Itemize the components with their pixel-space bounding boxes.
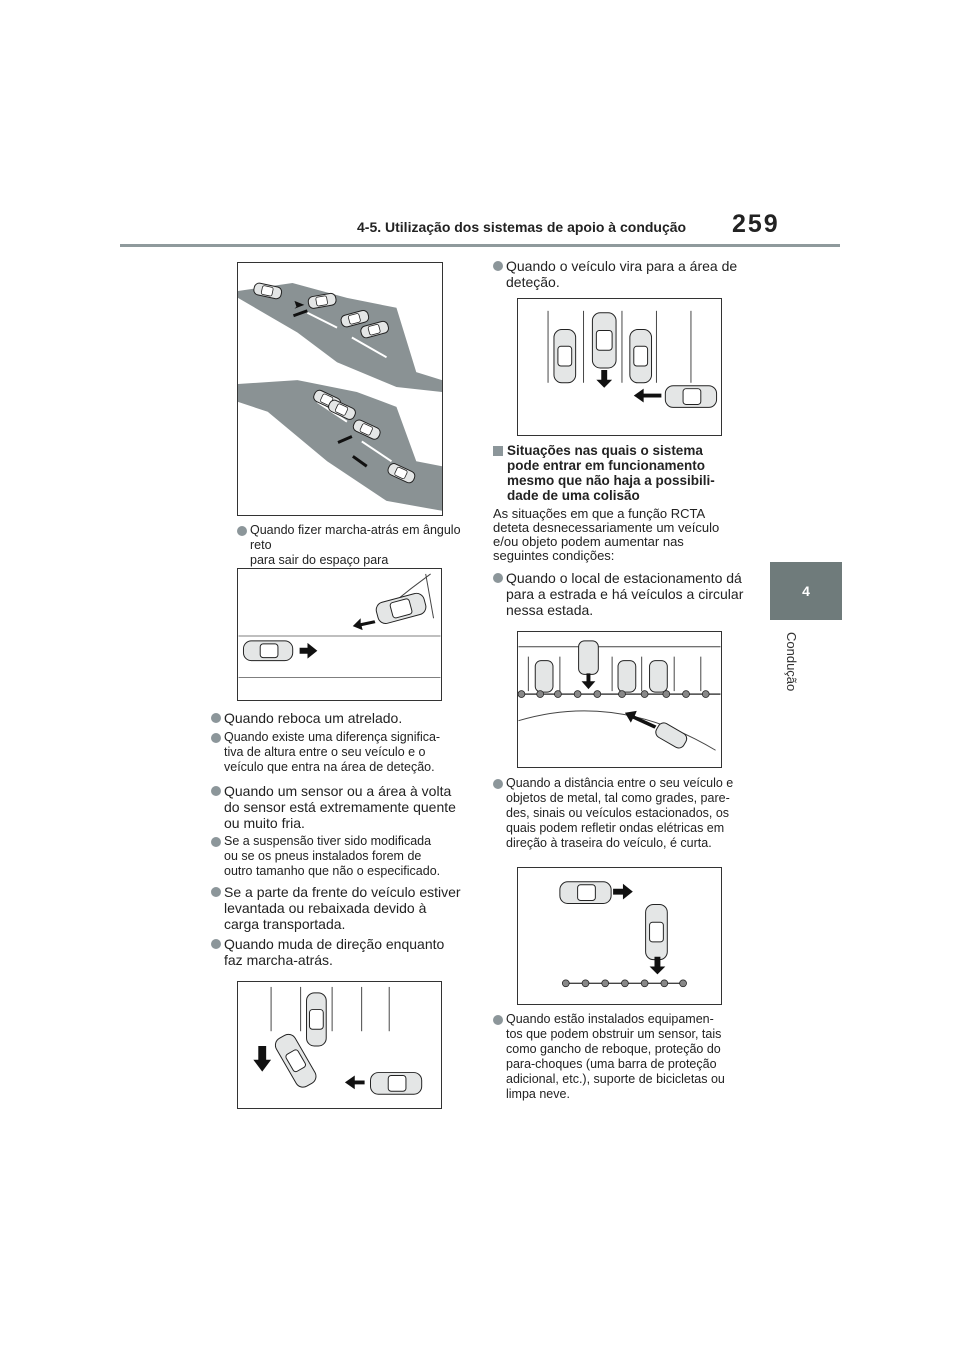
list-item: Quando reboca um atrelado.	[211, 710, 461, 726]
section-marker-icon	[493, 446, 503, 456]
list-item: Quando a distância entre o seu veículo e objetos de metal, tal como grades, pare- des, sinais ou veículos estacionados, os quais podem refletir ondas elétricas em direção à traseira do veículo, é curta.	[493, 776, 763, 851]
bullet-icon	[493, 261, 503, 271]
list-item: Quando um sensor ou a área à volta do sensor está extremamente quente ou muito fria.	[211, 783, 466, 831]
bullet-icon	[237, 526, 247, 536]
page-number: 259	[732, 210, 780, 238]
list-item: Quando muda de direção enquanto faz marcha-atrás.	[211, 936, 466, 968]
bullet-icon	[493, 573, 503, 583]
bullet-icon	[211, 713, 221, 723]
bullet-icon	[493, 779, 503, 789]
metal-objects-near-figure	[517, 867, 722, 1005]
chapter-tab[interactable]	[770, 562, 842, 620]
header-divider	[120, 244, 840, 247]
chapter-label: Condução	[784, 632, 799, 692]
bullet-icon	[211, 939, 221, 949]
bullet-icon	[211, 837, 221, 847]
turning-while-reversing-figure	[237, 981, 442, 1109]
vehicle-turns-into-area-figure	[517, 298, 722, 436]
list-item: Quando estão instalados equipamen- tos que podem obstruir um sensor, tais como gancho de reboque, proteção do para-choques (uma barra de proteção adicional, etc.), suporte de bicicletas ou limpa neve.	[493, 1012, 758, 1102]
list-item: Se a suspensão tiver sido modificada ou se os pneus instalados forem de outro tamanho que não o especificado.	[211, 834, 466, 879]
list-item: Quando o local de estacionamento dá para a estrada e há veículos a circular nessa estada.	[493, 570, 758, 618]
list-item: Se a parte da frente do veículo estiver levantada ou rebaixada devido à carga transportada.	[211, 884, 466, 932]
chapter-number: 4	[802, 583, 810, 599]
bullet-icon	[211, 887, 221, 897]
list-item: Quando o veículo vira para a área de deteção.	[493, 258, 758, 290]
bullet-icon	[211, 786, 221, 796]
bullet-icon	[211, 733, 221, 743]
list-item: Quando existe uma diferença significa- tiva de altura entre o seu veículo e o veículo que entra na área de deteção.	[211, 730, 466, 775]
angled-parking-figure	[237, 262, 443, 516]
bullet-icon	[493, 1015, 503, 1025]
trailer-towing-figure	[237, 568, 442, 701]
list-item: Quando fizer marcha-atrás em ângulo reto para sair do espaço para	[237, 523, 467, 583]
parking-facing-road-figure	[517, 631, 722, 768]
section-title: 4-5. Utilização dos sistemas de apoio à condução	[357, 219, 687, 235]
section-heading: Situações nas quais o sistema pode entrar em funcionamento mesmo que não haja a possibili- dade de uma colisão	[493, 443, 715, 503]
section-paragraph: As situações em que a função RCTA deteta desnecessariamente um veículo e/ou objeto podem aumentar nas seguintes condições:	[493, 506, 720, 563]
